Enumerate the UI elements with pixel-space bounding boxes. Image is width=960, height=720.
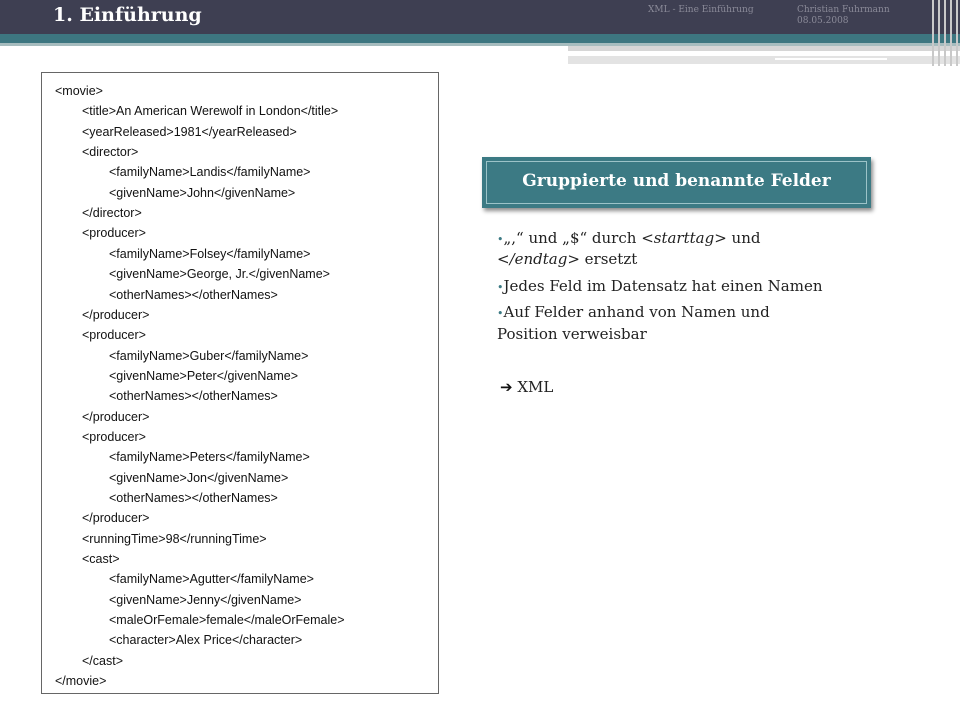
bullet-3-text-line2: Position verweisbar — [497, 325, 647, 343]
code-line: <givenName>George, Jr.</givenName> — [109, 267, 330, 282]
content-title-box — [482, 157, 871, 208]
section-title: 1. Einführung — [53, 4, 202, 26]
xml-code-image — [41, 72, 439, 694]
code-line: <director> — [82, 145, 139, 160]
decorative-lines — [930, 0, 960, 66]
bullet-1-endtag: </endtag> — [497, 250, 580, 268]
bullet-item-3-continued — [497, 325, 647, 343]
header-stripe-highlight — [775, 58, 887, 60]
code-line: </producer> — [82, 307, 150, 322]
right-arrow-icon: ➔ — [500, 378, 513, 396]
code-line: <givenName>Jenny</givenName> — [109, 592, 302, 607]
code-line: <producer> — [82, 226, 146, 241]
header-stripe-grey — [568, 46, 960, 51]
code-line: <otherNames></otherNames> — [109, 491, 278, 505]
code-line: </movie> — [55, 674, 107, 689]
code-line: <familyName>Peters</familyName> — [109, 450, 310, 465]
code-line: <familyName>Agutter</familyName> — [109, 572, 314, 587]
code-line: <givenName>Peter</givenName> — [109, 368, 299, 383]
code-line: <yearReleased>1981</yearReleased> — [82, 124, 297, 139]
bullet-item-3 — [497, 303, 770, 321]
code-line: </director> — [82, 206, 142, 221]
code-line: <givenName>John</givenName> — [109, 185, 296, 200]
code-line: <otherNames></otherNames> — [109, 287, 278, 302]
code-line: <title>An American Werewolf in London</title> — [82, 104, 339, 119]
code-line: <familyName>Landis</familyName> — [109, 165, 311, 180]
code-line: <maleOrFemale>female</maleOrFemale> — [109, 613, 345, 628]
conclusion-line — [500, 378, 553, 396]
code-line: <otherNames></otherNames> — [109, 389, 278, 404]
bullet-item-1-continued — [497, 250, 637, 268]
bullet-2-text: Jedes Feld im Datensatz hat einen Namen — [503, 277, 823, 295]
code-line: <cast> — [82, 552, 120, 567]
author-name: Christian Fuhrmann — [797, 5, 890, 15]
code-line: <givenName>Jon</givenName> — [109, 470, 289, 485]
code-line: <producer> — [82, 429, 146, 444]
code-line: <movie> — [55, 84, 103, 98]
code-line: <runningTime>98</runningTime> — [82, 531, 267, 546]
bullet-dot-icon: • — [497, 233, 504, 246]
code-line: </producer> — [82, 409, 150, 424]
bullet-item-1 — [497, 229, 760, 247]
bullet-item-2 — [497, 277, 823, 295]
code-line: <familyName>Guber</familyName> — [109, 348, 309, 363]
bullet-3-text-line1: Auf Felder anhand von Namen und — [503, 303, 770, 321]
bullet-1-text-c: ersetzt — [579, 250, 638, 268]
slide-header — [0, 0, 960, 34]
bullet-1-starttag: <starttag> — [641, 229, 727, 247]
bullet-dot-icon: • — [497, 307, 504, 320]
presentation-title: XML - Eine Einführung — [648, 5, 754, 15]
conclusion-text: XML — [517, 378, 554, 396]
bullet-1-text-a: „,“ und „$“ durch — [503, 229, 642, 247]
content-title: Gruppierte und benannte Felder — [522, 171, 831, 191]
code-line: </producer> — [82, 511, 150, 526]
header-stripe-teal — [0, 34, 960, 43]
presentation-date: 08.05.2008 — [797, 16, 849, 26]
code-line: <character>Alex Price</character> — [109, 633, 303, 648]
bullet-1-text-b: und — [726, 229, 761, 247]
header-stripe-grey-lower — [568, 56, 960, 64]
code-line: <producer> — [82, 328, 146, 343]
code-line: <familyName>Folsey</familyName> — [109, 246, 311, 261]
code-line: </cast> — [82, 653, 123, 668]
bullet-dot-icon: • — [497, 281, 504, 294]
